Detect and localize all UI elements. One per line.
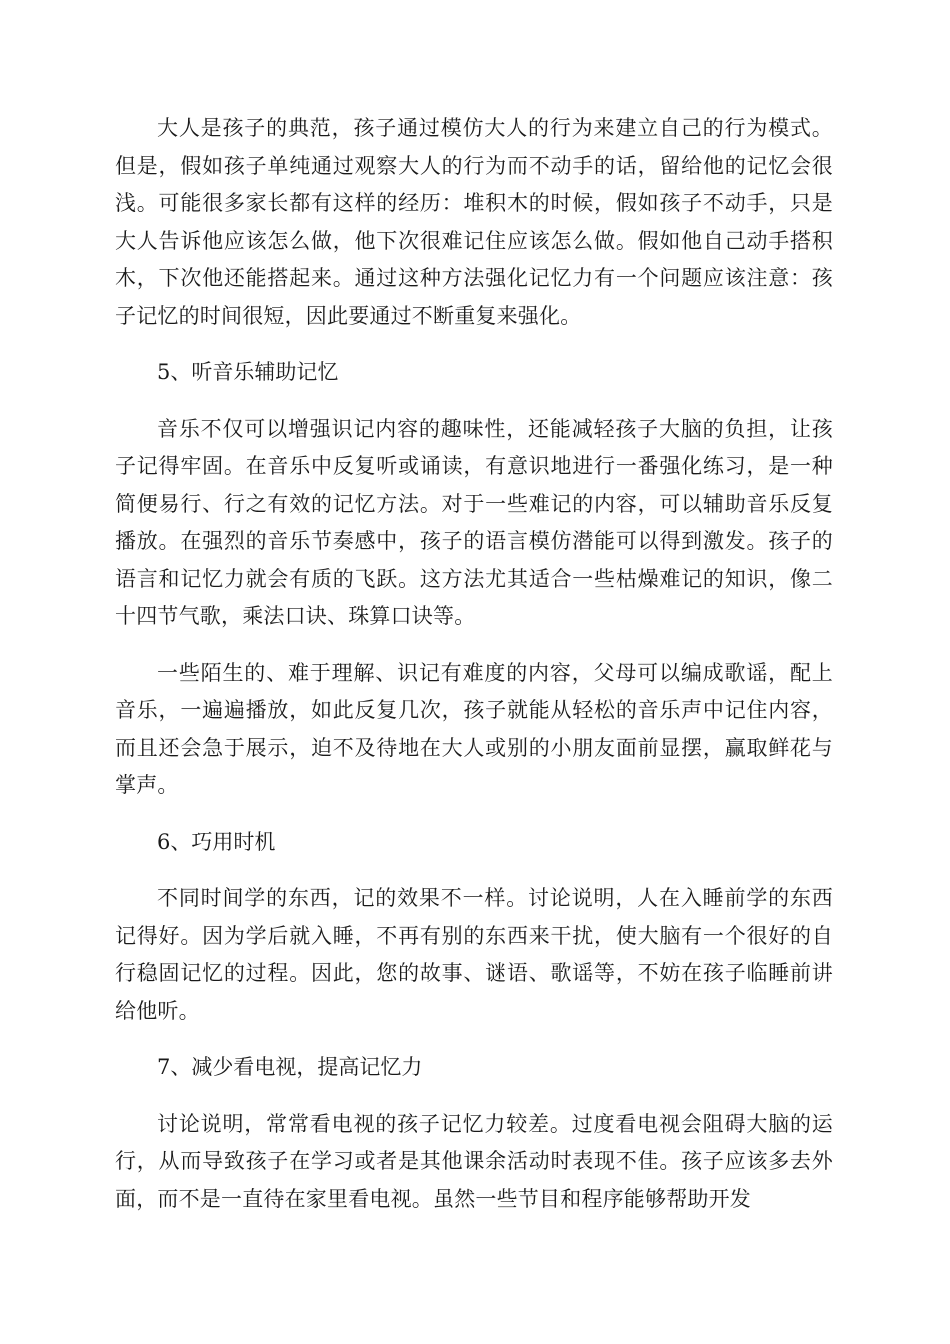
section-heading-timing: 6、巧用时机	[157, 829, 276, 854]
paragraph-gap	[115, 1030, 833, 1049]
paragraph-gap	[115, 1087, 833, 1106]
section-heading-tv: 7、减少看电视，提高记忆力	[157, 1055, 423, 1079]
paragraph-gap	[115, 335, 833, 354]
paragraph-imitation: 大人是孩子的典范，孩子通过模仿大人的行为来建立自己的行为模式。但是，假如孩子单纯通过观察大人的行为而不动手的话，留给他的记忆会很浅。可能很多家长都有这样的经历：堆积木的时候，假如孩子不动手，只是大人告诉他应该怎么做，他下次很难记住应该怎么做。假如他自己动手搭积木，下次他还能搭起来。通过这种方法强化记忆力有一个问题应该注意：孩子记忆的时间很短，因此要通过不断重复来强化。	[115, 116, 833, 328]
paragraph-gap	[115, 636, 833, 655]
paragraph-tv: 讨论说明，常常看电视的孩子记忆力较差。过度看电视会阻碍大脑的运行，从而导致孩子在学习或者是其他课余活动时表现不佳。孩子应该多去外面，而不是一直待在家里看电视。虽然一些节目和程序能够帮助开发	[115, 1111, 833, 1211]
paragraph-gap	[115, 805, 833, 824]
paragraph-gap	[115, 392, 833, 411]
section-heading-music: 5、听音乐辅助记忆	[157, 360, 339, 384]
paragraph-songs: 一些陌生的、难于理解、识记有难度的内容，父母可以编成歌谣，配上音乐，一遍遍播放，如此反复几次，孩子就能从轻松的音乐声中记住内容，而且还会急于展示，迫不及待地在大人或别的小朋友面前显摆，赢取鲜花与掌声。	[115, 660, 833, 797]
paragraph-gap	[115, 861, 833, 880]
paragraph-timing: 不同时间学的东西，记的效果不一样。讨论说明，人在入睡前学的东西记得好。因为学后就入睡，不再有别的东西来干扰，使大脑有一个很好的自行稳固记忆的过程。因此，您的故事、谜语、歌谣等，不妨在孩子临睡前讲给他听。	[115, 886, 833, 1023]
document-page	[115, 110, 833, 1218]
paragraph-music-benefits: 音乐不仅可以增强识记内容的趣味性，还能减轻孩子大脑的负担，让孩子记得牢固。在音乐中反复听或诵读，有意识地进行一番强化练习，是一种简便易行、行之有效的记忆方法。对于一些难记的内容，可以辅助音乐反复播放。在强烈的音乐节奏感中，孩子的语言模仿潜能可以得到激发。孩子的语言和记忆力就会有质的飞跃。这方法尤其适合一些枯燥难记的知识，像二十四节气歌，乘法口诀、珠算口诀等。	[115, 416, 833, 628]
